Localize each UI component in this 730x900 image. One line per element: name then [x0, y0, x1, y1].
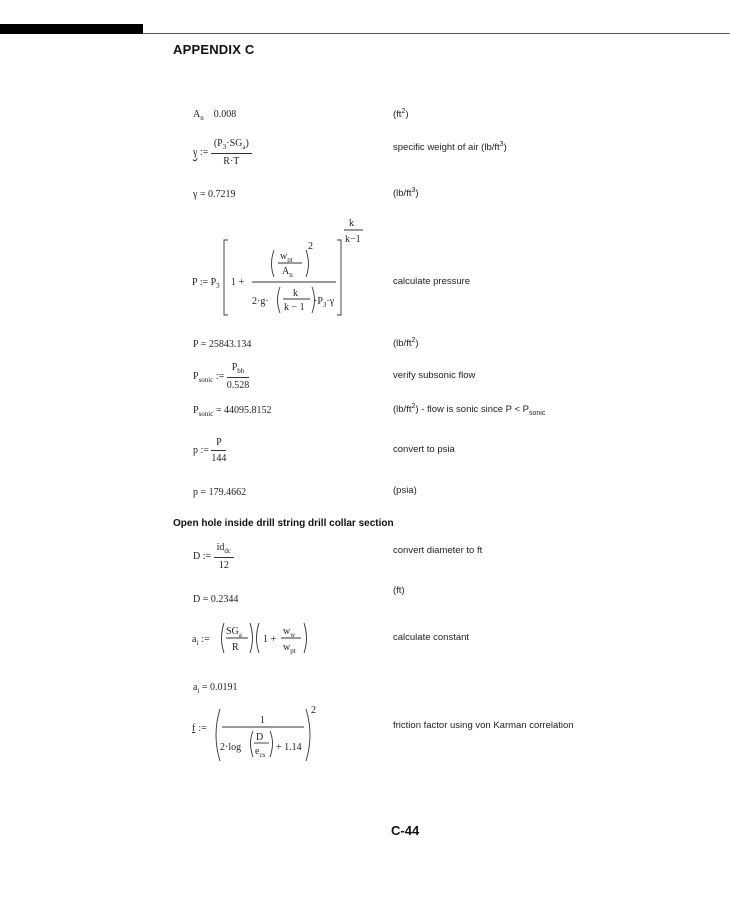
an-definition: $A_n$ 0.008 — [193, 109, 237, 122]
psia-value: p = 179.4662 — [193, 487, 247, 498]
outer-bracket-right — [337, 240, 341, 315]
p3-gamma: $\cdot P_3\cdot\gamma$ — [314, 296, 335, 309]
friction-one: 1 — [260, 715, 265, 726]
friction-lhs: f := — [192, 723, 207, 734]
ai-ww: $w_w$ — [283, 626, 296, 639]
psia-note: convert to psia — [393, 444, 455, 455]
diameter-unit: (ft) — [393, 585, 405, 596]
pressure-unit: $(lb/ft^2)$ — [393, 337, 419, 350]
ai-paren-left-2 — [257, 623, 260, 653]
psonic-fraction: $\frac{P_{bh}}{0.528}$ — [226, 362, 250, 391]
ai-paren-right-2 — [304, 623, 307, 653]
gamma-definition: γ := $\frac{(P_3\cdot SG_a)}{R\cdot T}$ — [193, 138, 252, 167]
ai-paren-right-1 — [250, 623, 253, 653]
appendix-title: APPENDIX C — [173, 42, 255, 57]
gamma-fraction: $\frac{(P_3\cdot SG_a)}{R\cdot T}$ — [211, 138, 252, 167]
square-exponent: 2 — [308, 241, 313, 252]
k-num: k — [293, 288, 298, 299]
w-pt: $w_{pt}$ — [280, 251, 293, 264]
psia-unit: (psia) — [393, 485, 417, 496]
a-n: $A_n$ — [282, 266, 293, 279]
gamma-unit: $(lb/ft^3)$ — [393, 187, 419, 200]
ai-equation — [190, 615, 320, 661]
ai-lhs: $a_i$ := — [192, 634, 210, 647]
paren-left-2 — [278, 287, 281, 313]
paren-left — [272, 250, 275, 277]
psia-definition: p := $\frac{P}{144}$ — [193, 437, 227, 464]
friction-equation — [190, 705, 330, 767]
gamma-note: specific weight of air $(lb/ft^3)$ — [393, 141, 507, 154]
friction-two-log: 2·log — [220, 742, 242, 753]
one-plus: 1 + — [231, 277, 245, 288]
psonic-definition: $P_{sonic}$ := $\frac{P_{bh}}{0.528}$ — [193, 362, 250, 391]
friction-note: friction factor using von Karman correlation — [393, 720, 574, 731]
ai-note: calculate constant — [393, 632, 470, 643]
exponent-k-minus-one: k−1 — [345, 234, 361, 245]
ai-value: $a_i = 0.0191$ — [193, 682, 238, 695]
psonic-value: $P_{sonic} = 44095.8152$ — [193, 405, 272, 418]
log-paren-right — [270, 731, 273, 757]
friction-d: D — [256, 732, 264, 743]
friction-plus: + 1.14 — [276, 742, 302, 753]
ai-r: R — [232, 642, 239, 653]
psia-fraction: $\frac{P}{144}$ — [211, 437, 227, 464]
an-unit: $(ft^2)$ — [393, 108, 409, 121]
exponent-k: k — [349, 218, 354, 229]
ai-paren-left-1 — [222, 623, 225, 653]
k-minus-one: k − 1 — [284, 302, 305, 313]
ai-one-plus: 1 + — [263, 634, 277, 645]
two-g: 2·g· — [252, 296, 269, 307]
ai-wpt: $w_{pt}$ — [283, 642, 296, 655]
pressure-lhs: P := $P_3$ — [192, 277, 220, 290]
section-heading: Open hole inside drill string drill collar section — [173, 518, 394, 529]
diameter-value: D = 0.2344 — [193, 594, 239, 605]
psonic-note: verify subsonic flow — [393, 370, 476, 381]
ai-sga: $SG_a$ — [226, 626, 242, 639]
diameter-definition: D := $\frac{id_{dc}}{12}$ — [193, 542, 234, 571]
outer-bracket-left — [224, 240, 228, 315]
paren-right — [306, 250, 309, 277]
pressure-note: calculate pressure — [393, 276, 471, 287]
header-rule — [143, 33, 730, 34]
diameter-note: convert diameter to ft — [393, 545, 483, 556]
friction-paren-left — [216, 709, 220, 761]
friction-ecs: $e_{cs}$ — [255, 746, 266, 759]
header-bar — [0, 24, 143, 34]
gamma-value: γ = 0.7219 — [193, 189, 236, 200]
log-paren-left — [251, 731, 254, 757]
page-number: C-44 — [391, 823, 420, 838]
friction-paren-right — [306, 709, 310, 761]
friction-square: 2 — [311, 705, 316, 716]
diameter-fraction: $\frac{id_{dc}}{12}$ — [214, 542, 234, 571]
pressure-equation — [190, 212, 375, 322]
psonic-unit: $(lb/ft^2)$ - flow is sonic since $P < P_{sonic}$ — [393, 403, 546, 418]
pressure-value: P = 25843.134 — [193, 339, 252, 350]
